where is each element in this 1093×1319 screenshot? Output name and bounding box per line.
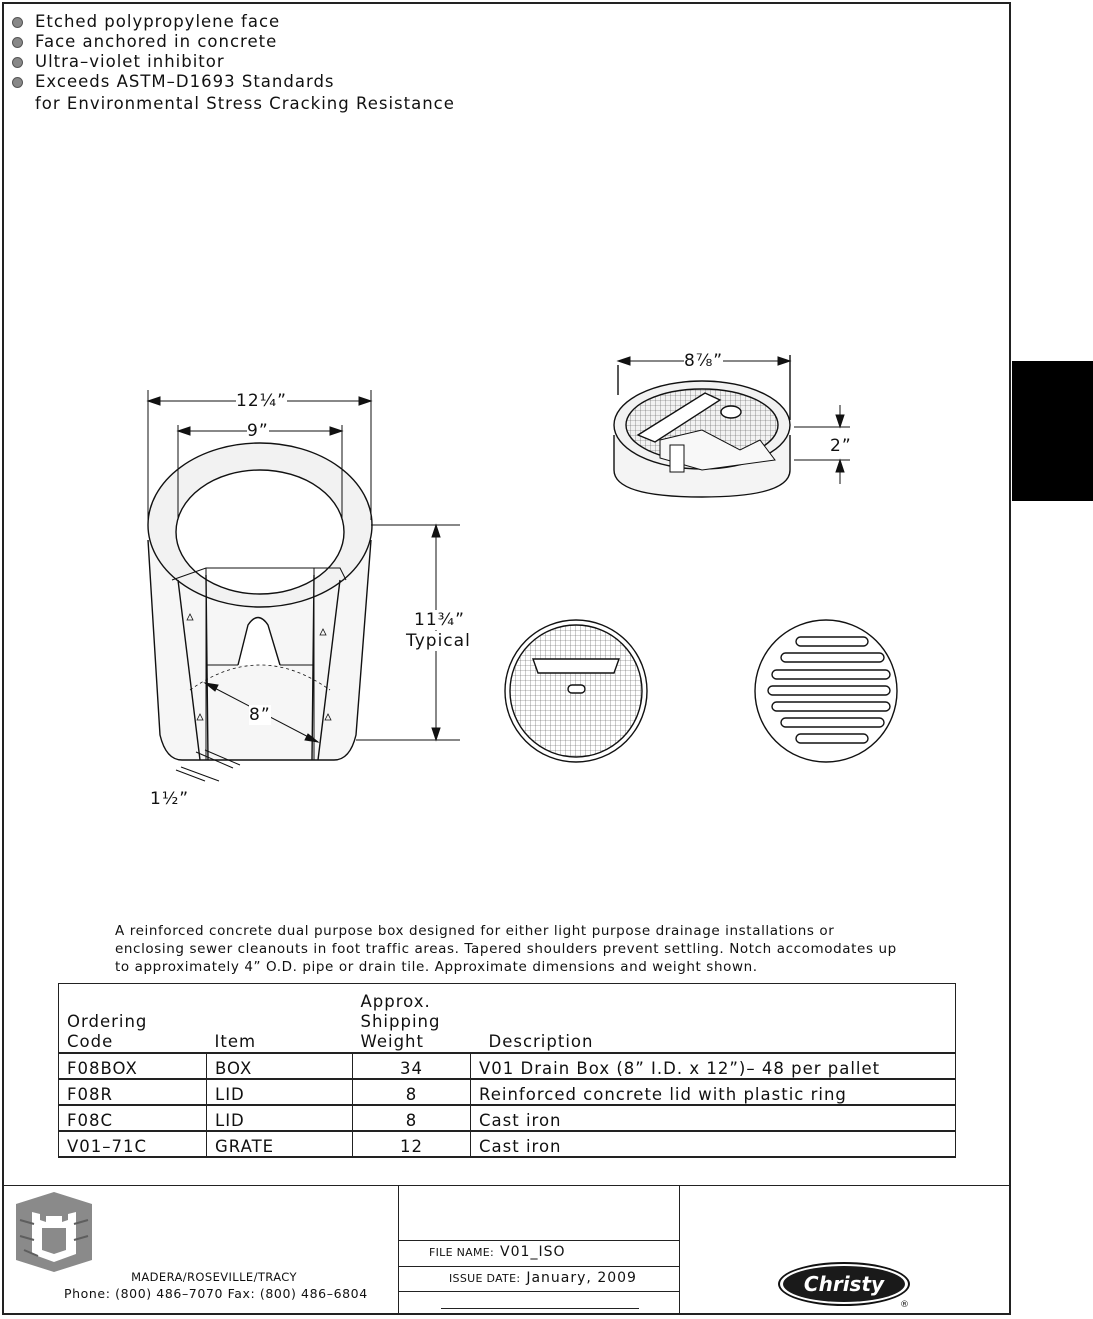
table-header-row [59, 984, 956, 1054]
dimension-wall: 1½” [150, 789, 190, 809]
dimension-lid-thickness: 2” [830, 436, 852, 456]
product-description: A reinforced concrete dual purpose box designed for either light purpose drainage installations or enclosing sewer cleanouts in foot traffic areas. Tapered shoulders prevent settling. Notch accomodates up to approximately 4” O.D. pipe or drain tile. Approximate dimensions and weight shown. [115, 923, 897, 975]
company-tower-logo-icon [14, 1190, 94, 1274]
cell-description: Cast iron [471, 1105, 956, 1131]
feature-continuation: for Environmental Stress Cracking Resistance [35, 94, 455, 113]
table-row [59, 1079, 956, 1105]
dimension-inner-diameter: 8” [249, 705, 271, 725]
cell-item: LID [207, 1079, 353, 1105]
ordering-table [58, 983, 956, 1158]
cell-weight: 12 [353, 1131, 471, 1157]
christy-oval-logo-icon [778, 1262, 912, 1310]
cell-weight: 8 [353, 1105, 471, 1131]
company-locations: MADERA/ROSEVILLE/TRACY [131, 1270, 297, 1284]
feature-item: Etched polypropylene face [12, 12, 455, 32]
cell-item: BOX [207, 1053, 353, 1079]
cell-description: V01 Drain Box (8” I.D. x 12”)– 48 per pallet [471, 1053, 956, 1079]
dimension-lid-diameter: 8⅞” [684, 351, 724, 371]
header-item: Item [207, 984, 353, 1054]
cell-code: F08R [59, 1079, 207, 1105]
feature-item: Face anchored in concrete [12, 32, 455, 52]
lid-plan-drawing [505, 620, 647, 762]
lid-isometric-drawing [614, 355, 850, 497]
grate-plan-drawing [755, 620, 897, 762]
cell-item: GRATE [207, 1131, 353, 1157]
divider [399, 1240, 679, 1241]
registered-mark: ® [900, 1300, 909, 1310]
feature-item: Ultra–violet inhibitor [12, 52, 455, 72]
header-weight: Approx. Shipping Weight [353, 984, 471, 1054]
cell-description: Cast iron [471, 1131, 956, 1157]
title-block [2, 1185, 1011, 1316]
cell-weight: 8 [353, 1079, 471, 1105]
cell-item: LID [207, 1105, 353, 1131]
cell-code: V01–71C [59, 1131, 207, 1157]
table-row [59, 1105, 956, 1131]
table-row [59, 1131, 956, 1157]
signature-line [441, 1308, 639, 1309]
divider [399, 1291, 679, 1292]
cell-weight: 34 [353, 1053, 471, 1079]
feature-item: Exceeds ASTM–D1693 Standards [12, 72, 455, 92]
file-name-field: FILE NAME: V01_ISO [429, 1244, 566, 1260]
issue-date-field: ISSUE DATE: January, 2009 [449, 1270, 637, 1286]
cell-description: Reinforced concrete lid with plastic ring [471, 1079, 956, 1105]
divider [399, 1266, 679, 1267]
header-ordering-code: Ordering Code [59, 984, 207, 1054]
company-phone: Phone: (800) 486–7070 Fax: (800) 486–6804 [64, 1286, 368, 1301]
header-description: Description [471, 984, 956, 1054]
dimension-height: 11¾” [414, 610, 465, 630]
cell-code: F08C [59, 1105, 207, 1131]
dimension-inner-width: 9” [247, 421, 269, 441]
christy-brand: Christy [783, 1266, 905, 1302]
table-row [59, 1053, 956, 1079]
dimension-height-note: Typical [406, 631, 471, 651]
dimension-outer-width: 12¼” [236, 391, 287, 411]
cell-code: F08BOX [59, 1053, 207, 1079]
title-block-fields [398, 1186, 680, 1314]
